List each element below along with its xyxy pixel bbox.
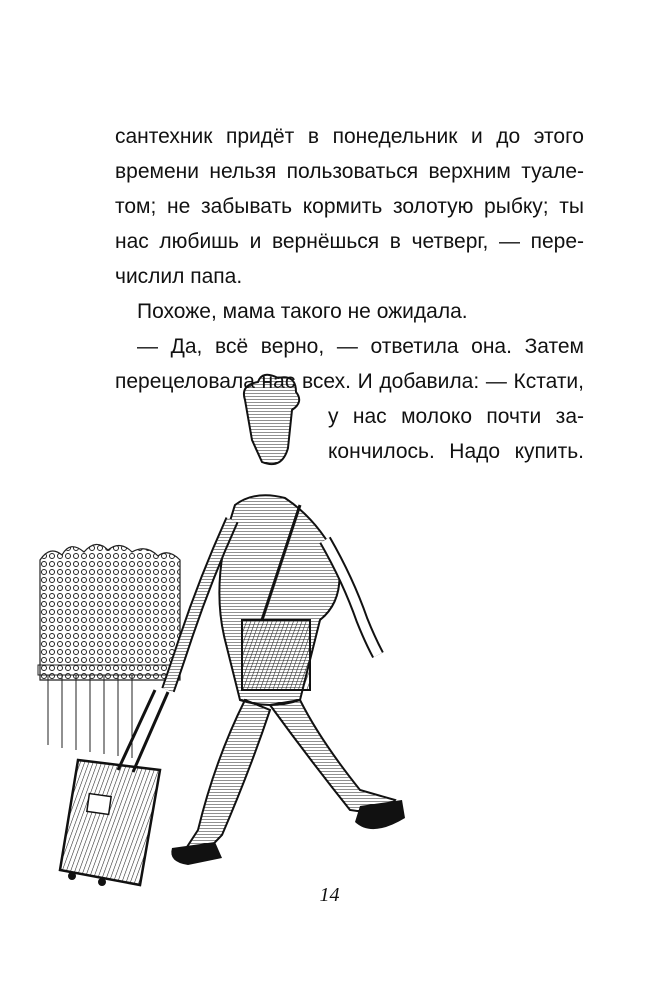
text-line-1: сантехник придёт в понедельник и до этого — [115, 125, 584, 148]
text-line-3: том; не забывать кормить золотую рыбку; ты — [115, 195, 584, 218]
text-line-6: Похоже, мама такого не ожидала. — [137, 300, 468, 323]
text-line-10: кончилось. Надо купить. — [328, 440, 584, 463]
text-line-5: числил папа. — [115, 265, 243, 288]
text-line-2: времени нельзя пользоваться верхним туале- — [115, 160, 584, 183]
page-number: 14 — [319, 884, 340, 906]
text-line-7: — Да, всё верно, — ответила она. Затем — [137, 335, 584, 358]
text-line-8: перецеловала нас всех. И добавила: — Кстати, — [115, 370, 584, 393]
text-line-9: у нас молоко почти за- — [328, 405, 584, 428]
text-line-4: нас любишь и вернёшься в четверг, — пере- — [115, 230, 584, 253]
hedge-background — [38, 544, 180, 758]
